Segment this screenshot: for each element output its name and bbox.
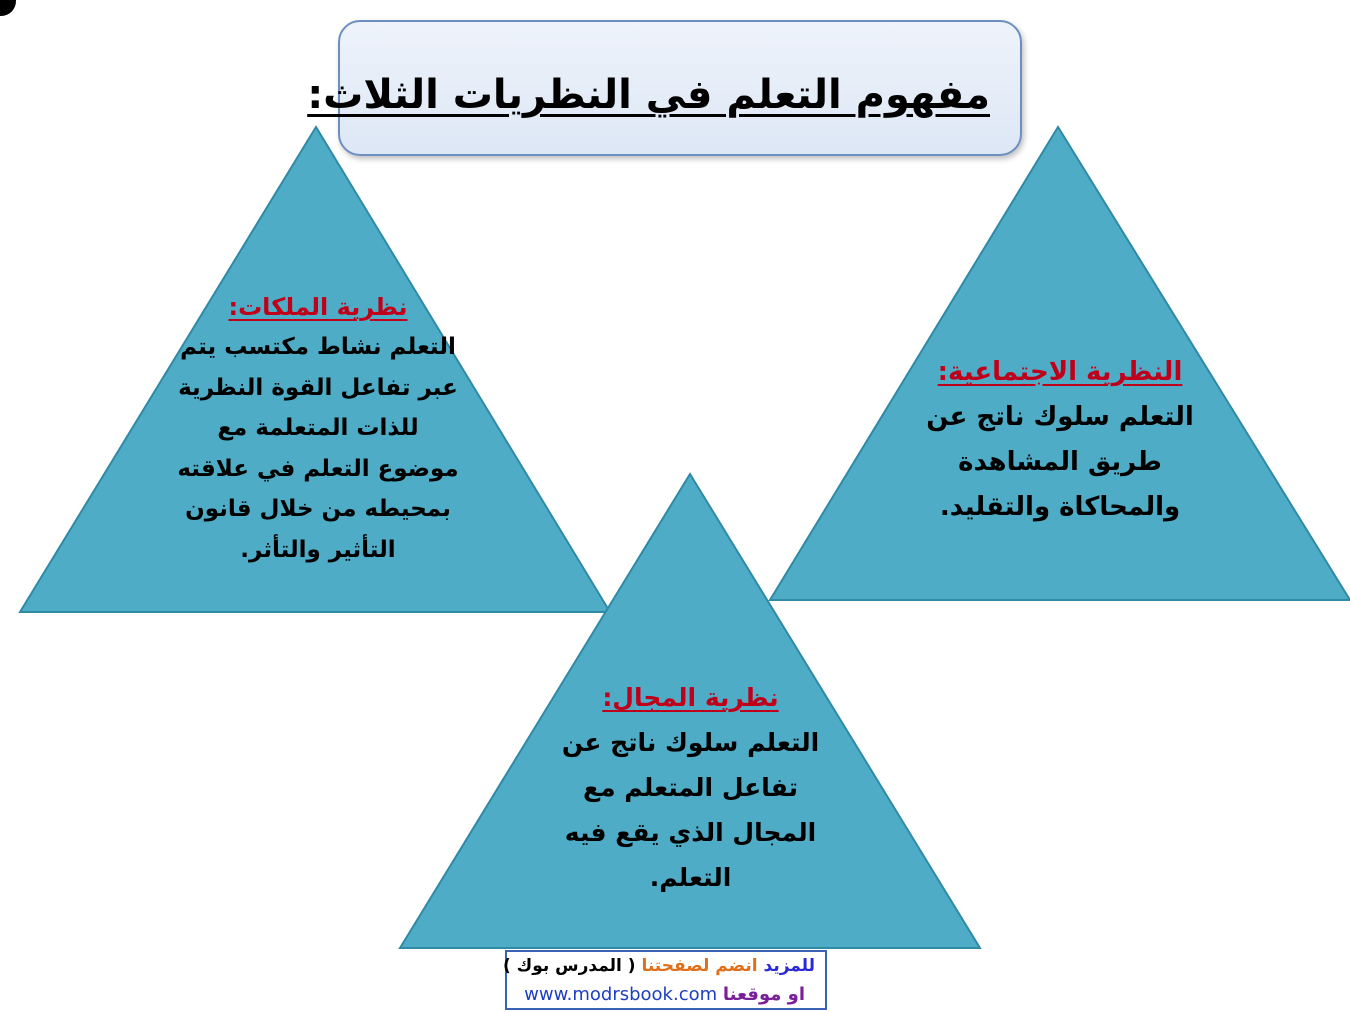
page-title: مفهوم التعلم في النظريات الثلاث: bbox=[307, 72, 990, 118]
field-line: تفاعل المتعلم مع bbox=[583, 773, 798, 802]
social-theory-heading: النظرية الاجتماعية: bbox=[937, 357, 1183, 387]
promo-line-1 bbox=[503, 956, 815, 976]
faculties-line: موضوع التعلم في علاقته bbox=[177, 455, 459, 482]
faculties-line: التعلم نشاط مكتسب يتم bbox=[180, 334, 456, 360]
field-theory-heading: نظرية المجال: bbox=[602, 683, 779, 712]
social-theory-text bbox=[910, 350, 1210, 530]
field-line: التعلم سلوك ناتج عن bbox=[561, 728, 820, 757]
faculties-line: للذات المتعلمة مع bbox=[217, 415, 419, 441]
field-line: المجال الذي يقع فيه bbox=[564, 818, 817, 847]
faculties-line: عبر تفاعل القوة النظرية bbox=[178, 374, 458, 401]
promo-more: للمزيد bbox=[763, 956, 815, 976]
social-line: طريق المشاهدة bbox=[958, 447, 1162, 477]
social-line: التعلم سلوك ناتج عن bbox=[926, 402, 1194, 432]
promo-page-name: ( المدرس بوك ) bbox=[502, 956, 636, 976]
promo-or-site: او موقعنا bbox=[722, 984, 805, 1005]
promo-url-link[interactable]: www.modrsbook.com bbox=[524, 984, 718, 1005]
faculties-line: التأثير والتأثر. bbox=[240, 536, 396, 563]
faculties-theory-text bbox=[168, 287, 468, 570]
promo-join-page: انضم لصفحتنا bbox=[641, 956, 758, 976]
social-line: والمحاكاة والتقليد. bbox=[939, 492, 1181, 522]
faculties-theory-heading: نظرية الملكات: bbox=[228, 293, 408, 321]
field-line: التعلم. bbox=[649, 863, 732, 892]
faculties-line: بمحيطه من خلال قانون bbox=[185, 496, 451, 522]
field-theory-text bbox=[548, 675, 833, 900]
promo-banner[interactable] bbox=[502, 950, 827, 1010]
promo-line-2 bbox=[524, 984, 805, 1005]
